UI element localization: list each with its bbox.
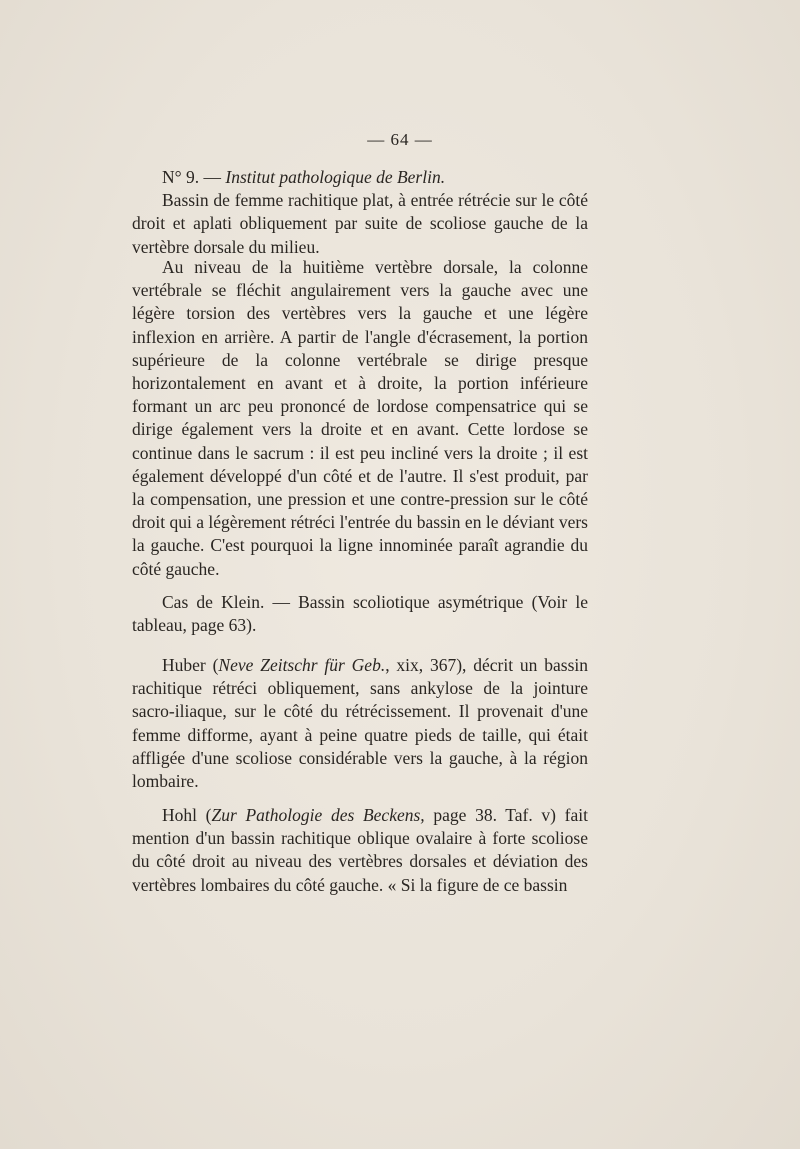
paragraph-4	[132, 654, 588, 793]
paragraph-5	[132, 804, 588, 897]
paragraph-5-block	[132, 804, 588, 897]
entry-number: N° 9.	[162, 167, 200, 187]
paragraph-5-lead: Hohl (	[162, 805, 212, 825]
entry-institution: Institut pathologique de Berlin.	[225, 167, 446, 187]
paragraph-3: Cas de Klein. — Bassin scoliotique asymétrique (Voir le tableau, page 63).	[132, 592, 588, 636]
paragraph-5-work: Zur Pathologie des Beckens,	[211, 805, 425, 825]
entry-dash: —	[203, 167, 222, 187]
paragraph-3-block	[132, 591, 588, 637]
paragraph-4-journal: Neve Zeitschr für Geb.	[218, 655, 386, 675]
entry-heading	[132, 166, 588, 189]
paragraph-4-block	[132, 654, 588, 793]
paragraph-2: Au niveau de la huitième vertèbre dorsale, la colonne vertébrale se fléchit angulairement vers la gauche avec une légère torsion des vertèbres vers la gauche et une légère inflexion en arrière. A partir de l'angle d'écrasement, la portion supérieure de la colonne vertébrale se dirige presque horizontalement en avant et à droite, la portion inférieure formant un arc peu prononcé de lordose compensatrice qui se dirige également vers la droite et en avant. Cette lordose se continue dans le sacrum : il est peu incliné vers la droite ; il est également développé d'un côté et de l'autre. Il s'est produit, par la compensation, une pression et une contre-pression sur le côté droit qui a légèrement rétréci l'entrée du bassin en le déviant vers la gauche. C'est pourquoi la ligne innominée paraît agrandie du côté gauche.	[132, 257, 588, 579]
page-number: — 64 —	[367, 130, 433, 149]
paragraph-1: Bassin de femme rachitique plat, à entrée rétrécie sur le côté droit et aplati obliquement par suite de scoliose gauche de la vertèbre dorsale du milieu.	[132, 190, 588, 257]
paragraph-5-body: page 38. Taf. v) fait mention d'un bassin rachitique oblique ovalaire à forte scoliose du côté droit au niveau des vertèbres dorsales et déviation des vertèbres lombaires du côté gauche. « Si la figure de ce bassin	[132, 805, 589, 895]
entry-block	[132, 166, 588, 259]
paragraph-4-body: , xix, 367), décrit un bassin rachitique rétréci obliquement, sans ankylose de la jointure sacro-iliaque, sur le côté du rétrécissement. Il provenait d'une femme difforme, ayant à peine quatre pieds de taille, qui était affligée d'une scoliose considérable vers la gauche, à la région lombaire.	[132, 655, 589, 792]
paragraph-2-block	[132, 256, 588, 581]
paragraph-4-lead: Huber (	[162, 655, 219, 675]
